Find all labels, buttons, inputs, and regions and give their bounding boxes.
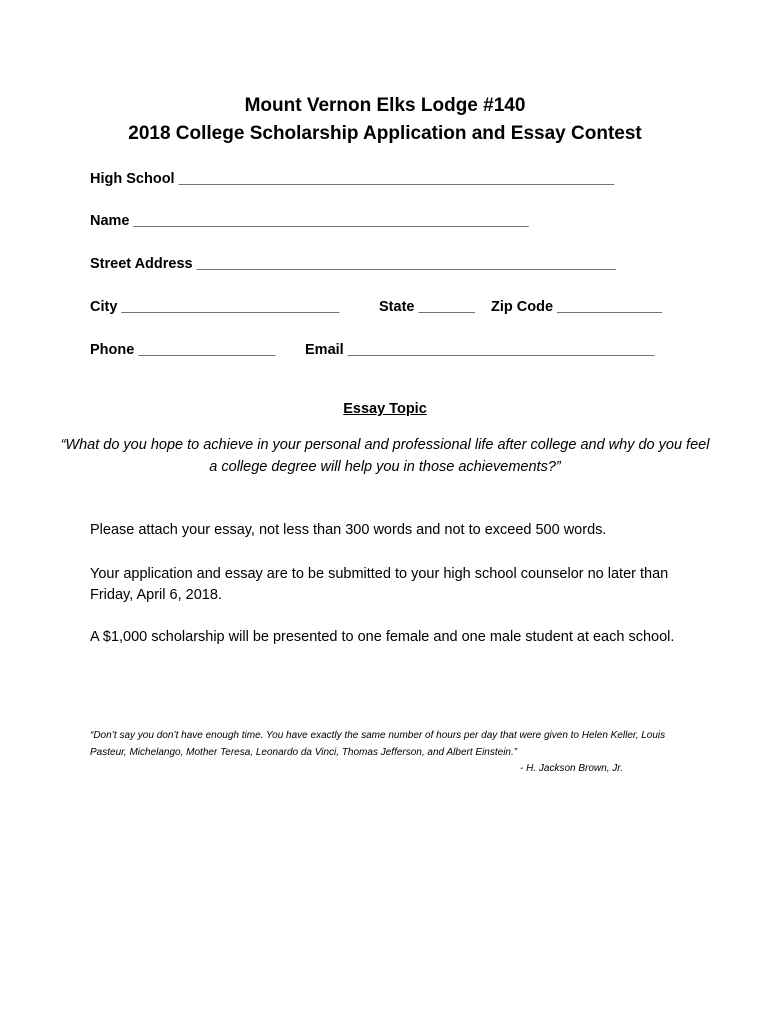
street-address-field[interactable]: Street Address ____________________________________________________ — [90, 256, 616, 272]
document-title: Mount Vernon Elks Lodge #140 — [244, 95, 526, 116]
high-school-field[interactable]: High School ______________________________________________________ — [90, 171, 615, 187]
state-field[interactable]: State _______ — [379, 299, 475, 315]
essay-topic-text: “What do you hope to achieve in your personal and professional life after college and why do you feel a college degree will help you in those achievements?” — [60, 437, 710, 475]
submission-deadline-instruction: Your application and essay are to be submitted to your high school counselor no later than Friday, April 6, 2018. — [90, 566, 669, 603]
essay-length-instruction: Please attach your essay, not less than 300 words and not to exceed 500 words. — [90, 522, 607, 538]
inspirational-quote: “Don’t say you don’t have enough time. You have exactly the same number of hours per day that were given to Helen Keller, Louis Pasteur, Michelango, Mother Teresa, Leonardo da Vinci, Thomas Jefferson, and Albert Einstein.” — [90, 730, 666, 758]
phone-field[interactable]: Phone _________________ — [90, 342, 276, 358]
quote-attribution: - H. Jackson Brown, Jr. — [520, 763, 623, 774]
zip-code-field[interactable]: Zip Code _____________ — [491, 299, 662, 315]
scholarship-award-note: A $1,000 scholarship will be presented to one female and one male student at each school. — [90, 629, 675, 645]
name-field[interactable]: Name _________________________________________________ — [90, 213, 529, 229]
document-subtitle: 2018 College Scholarship Application and Essay Contest — [128, 123, 642, 144]
email-field[interactable]: Email ______________________________________ — [305, 342, 655, 358]
city-field[interactable]: City ___________________________ — [90, 299, 340, 315]
essay-topic-heading: Essay Topic — [343, 401, 427, 417]
